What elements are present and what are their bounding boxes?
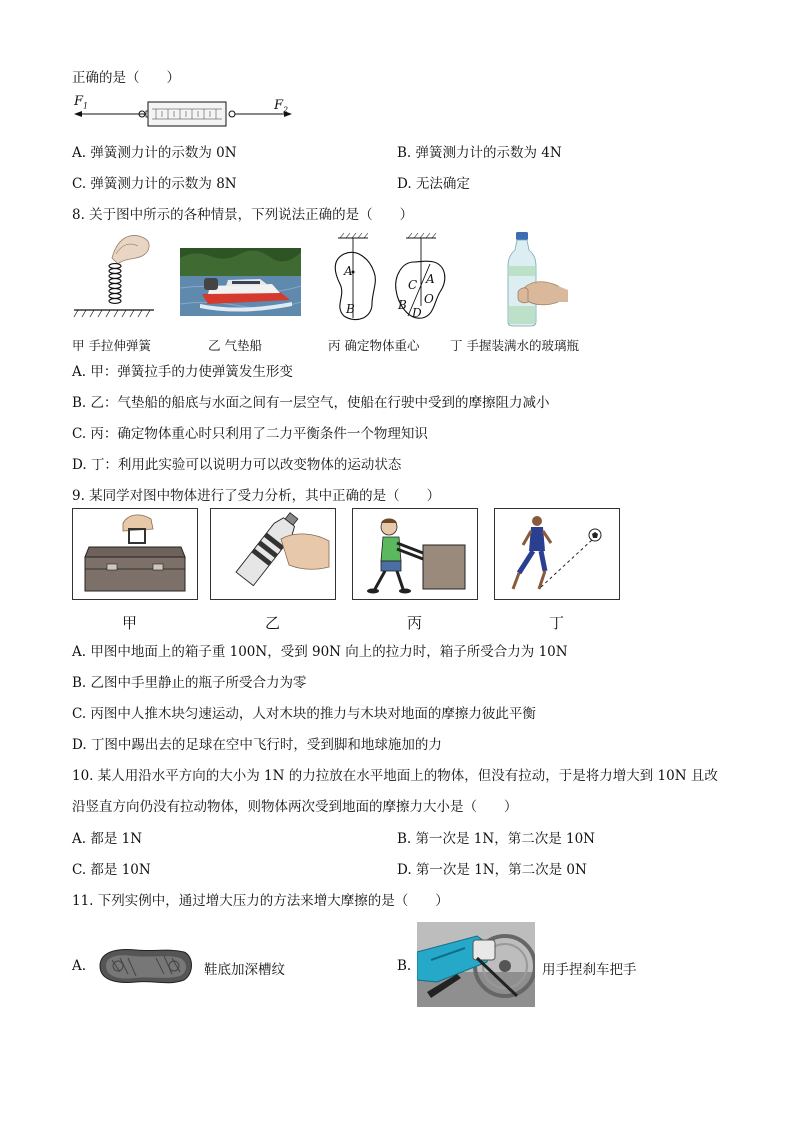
hand-spring-figure bbox=[72, 228, 157, 323]
q11-option-a-letter: A. bbox=[72, 958, 87, 974]
hand-bottle-sketch bbox=[211, 509, 335, 599]
q11-option-a-text: 鞋底加深槽纹 bbox=[204, 962, 285, 978]
fig-letter-o2: O bbox=[424, 292, 434, 306]
q8-caption-ding: 丁 手握装满水的玻璃瓶 bbox=[450, 338, 579, 353]
q11-option-b-text: 用手捏刹车把手 bbox=[542, 962, 637, 978]
fig-letter-c2: C bbox=[408, 278, 418, 292]
q9-figure-yi-frame bbox=[210, 508, 336, 600]
center-of-gravity-figure bbox=[322, 232, 457, 322]
fig-letter-a1: A bbox=[344, 264, 353, 278]
q9-stem: 9. 某同学对图中物体进行了受力分析，其中正确的是（ ） bbox=[72, 488, 441, 504]
q9-label-ding: 丁 bbox=[549, 614, 565, 632]
q7-option-b: B. 弹簧测力计的示数为 4N bbox=[397, 145, 562, 161]
q8-stem: 8. 关于图中所示的各种情景，下列说法正确的是（ ） bbox=[72, 207, 414, 223]
q8-option-c: C. 丙：确定物体重心时只利用了二力平衡条件一个物理知识 bbox=[72, 426, 428, 442]
fig-letter-b2: B bbox=[398, 298, 407, 312]
q10-option-c: C. 都是 10N bbox=[72, 862, 151, 878]
q9-figure-bing-frame bbox=[352, 508, 478, 600]
hand-bottle-figure bbox=[502, 232, 568, 328]
q9-label-jia: 甲 bbox=[122, 614, 138, 632]
q8-caption-bing: 丙 确定物体重心 bbox=[328, 338, 420, 353]
q11-option-b-letter: B. bbox=[397, 958, 412, 974]
q9-option-d: D. 丁图中踢出去的足球在空中飞行时，受到脚和地球施加的力 bbox=[72, 737, 442, 753]
q7-option-d: D. 无法确定 bbox=[397, 176, 470, 192]
q7-option-a: A. 弹簧测力计的示数为 0N bbox=[72, 145, 237, 161]
q10-option-b: B. 第一次是 1N，第二次是 10N bbox=[397, 831, 595, 847]
q10-option-a: A. 都是 1N bbox=[72, 831, 143, 847]
q8-option-b: B. 乙：气垫船的船底与水面之间有一层空气，使船在行驶中受到的摩擦阻力减小 bbox=[72, 395, 550, 411]
q8-caption-yi: 乙 气垫船 bbox=[208, 338, 262, 353]
q10-stem-line1: 10. 某人用沿水平方向的大小为 1N 的力拉放在水平地面上的物体，但没有拉动，于是将力增大到 10N 且改 bbox=[72, 768, 718, 784]
q9-figure-ding-frame bbox=[494, 508, 620, 600]
hand-toolbox-figure bbox=[73, 509, 197, 599]
f1-label: $F_1$ bbox=[74, 94, 89, 111]
q10-option-d: D. 第一次是 1N，第二次是 0N bbox=[397, 862, 587, 878]
shoe-sole-photo bbox=[94, 944, 196, 988]
person-pushing-block-figure bbox=[353, 509, 477, 599]
q9-option-a: A. 甲图中地面上的箱子重 100N，受到 90N 向上的拉力时，箱子所受合力为 10N bbox=[72, 644, 568, 660]
fig-letter-d2: D bbox=[412, 306, 422, 320]
q9-figure-jia-frame bbox=[72, 508, 198, 600]
q8-option-d: D. 丁：利用此实验可以说明力可以改变物体的运动状态 bbox=[72, 457, 402, 473]
q8-option-a: A. 甲：弹簧拉手的力使弹簧发生形变 bbox=[72, 364, 293, 380]
f2-label: $F_2$ bbox=[274, 98, 289, 115]
q11-stem: 11. 下列实例中，通过增大压力的方法来增大摩擦的是（ ） bbox=[72, 893, 449, 909]
q9-option-c: C. 丙图中人推木块匀速运动，人对木块的推力与木块对地面的摩擦力彼此平衡 bbox=[72, 706, 536, 722]
player-kicked-ball-figure bbox=[495, 509, 619, 599]
q7-stem-tail: 正确的是（ ） bbox=[72, 70, 180, 86]
q8-caption-jia: 甲 手拉伸弹簧 bbox=[72, 338, 151, 353]
spring-scale-figure bbox=[70, 94, 300, 134]
fig-letter-b1: B bbox=[346, 302, 355, 316]
q9-label-bing: 丙 bbox=[407, 614, 423, 632]
q10-stem-line2: 沿竖直方向仍没有拉动物体，则物体两次受到地面的摩擦力大小是（ ） bbox=[72, 799, 518, 815]
hovercraft-photo bbox=[180, 248, 301, 316]
bike-brake-photo bbox=[417, 922, 535, 1007]
fig-letter-a2: A bbox=[426, 272, 435, 286]
q9-label-yi: 乙 bbox=[265, 614, 281, 632]
q9-option-b: B. 乙图中手里静止的瓶子所受合力为零 bbox=[72, 675, 307, 691]
q7-option-c: C. 弹簧测力计的示数为 8N bbox=[72, 176, 237, 192]
